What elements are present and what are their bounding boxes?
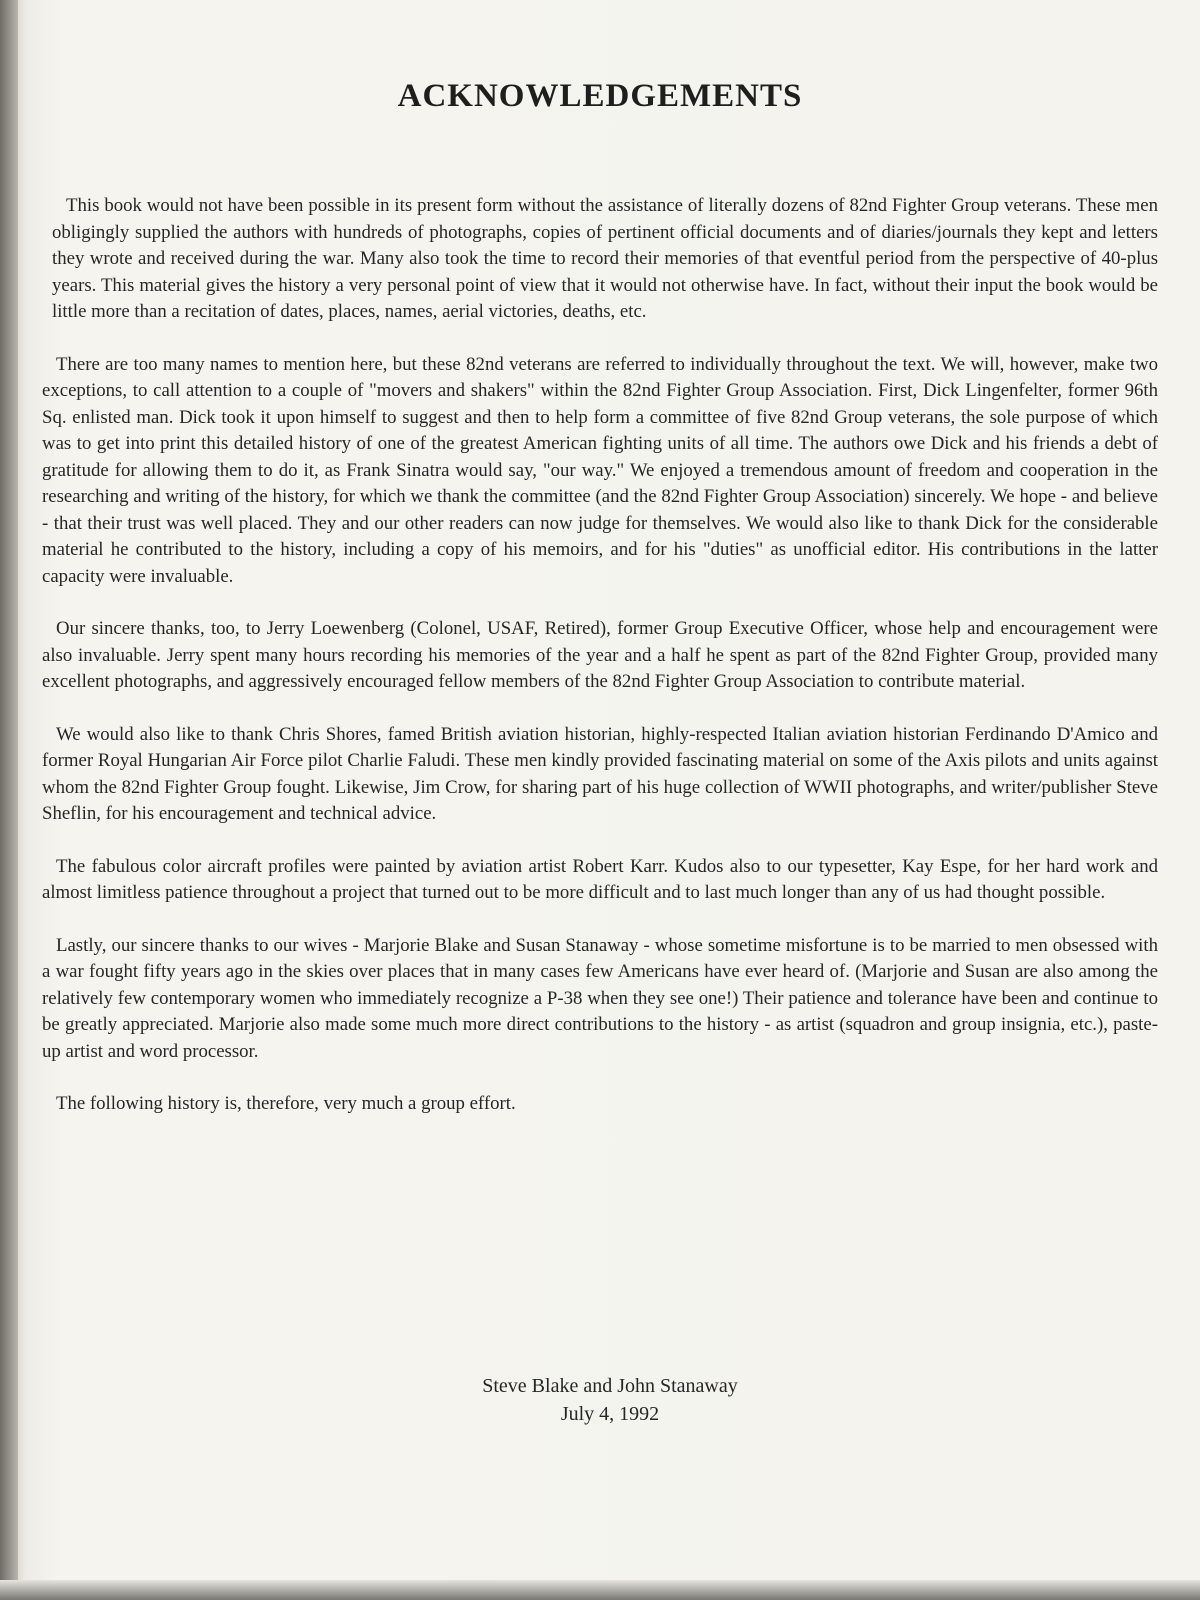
paragraph-profiles-typesetter: The fabulous color aircraft profiles were painted by aviation artist Robert Karr. Kudos also to our typesetter, Kay Espe, for her hard work and almost limitless patience throughout a project that turned out to be more difficult and to last much longer than any of us had thought possible. xyxy=(42,855,1158,903)
paragraph-loewenberg: Our sincere thanks, too, to Jerry Loewenberg (Colonel, USAF, Retired), former Group Executive Officer, whose help and encouragement were also invaluable. Jerry spent many hours recording his memories of the year and a half he spent as part of the 82nd Fighter Group, provided many excellent photographs, and aggressively encouraged fellow members of the 82nd Fighter Group Association to contribute material. xyxy=(42,618,1158,692)
paragraph-historians: We would also like to thank Chris Shores, famed British aviation historian, highly-respected Italian aviation historian Ferdinando D'Amico and former Royal Hungarian Air Force pilot Charlie Faludi. These men kindly provided fascinating material on some of the Axis pilots and units against whom the 82nd Fighter Group fought. Likewise, Jim Crow, for sharing part of his huge collection of WWII photographs, and writer/publisher Steve Sheflin, for his encouragement and technical advice. xyxy=(42,723,1158,824)
signature-date: July 4, 1992 xyxy=(560,1403,660,1425)
page-bottom-edge xyxy=(0,1580,1200,1600)
acknowledgements-body xyxy=(42,193,1158,1144)
page-title: ACKNOWLEDGEMENTS xyxy=(397,78,803,114)
paragraph-wives: Lastly, our sincere thanks to our wives - Marjorie Blake and Susan Stanaway - whose sometime misfortune is to be married to men obsessed with a war fought fifty years ago in the skies over places that in many cases few Americans have ever heard of. (Marjorie and Susan are also among the relatively few contemporary women who immediately recognize a P-38 when they see one!) Their patience and tolerance have been and continue to be greatly appreciated. Marjorie also made some much more direct contributions to the history - as artist (squadron and group insignia, etc.), paste-up artist and word processor. xyxy=(42,934,1158,1062)
signature-authors: Steve Blake and John Stanaway xyxy=(482,1375,738,1397)
paragraph-veterans: This book would not have been possible in its present form without the assistance of literally dozens of 82nd Fighter Group veterans. These men obligingly supplied the authors with hundreds of photographs, copies of pertinent official documents and of diaries/journals they kept and letters they wrote and received during the war. Many also took the time to record their memories of that eventful period from the perspective of 40-plus years. This material gives the history a very personal point of view that it would not otherwise have. In fact, without their input the book would be little more than a recitation of dates, places, names, aerial victories, deaths, etc. xyxy=(52,195,1158,322)
paragraph-movers-and-shakers: There are too many names to mention here, but these 82nd veterans are referred to individually throughout the text. We will, however, make two exceptions, to call attention to a couple of "movers and shakers" within the 82nd Fighter Group Association. First, Dick Lingenfelter, former 96th Sq. enlisted man. Dick took it upon himself to suggest and then to help form a committee of five 82nd Group veterans, the sole purpose of which was to get into print this detailed history of one of the greatest American fighting units of all time. The authors owe Dick and his friends a debt of gratitude for allowing them to do it, as Frank Sinatra would say, "our way." We enjoyed a tremendous amount of freedom and cooperation in the researching and writing of the history, for which we thank the committee (and the 82nd Fighter Group Association) sincerely. We hope - and believe - that their trust was well placed. They and our other readers can now judge for themselves. We would also like to thank Dick for the considerable material he contributed to the history, including a copy of his memoirs, and for his "duties" as unofficial editor. His contributions in the latter capacity were invaluable. xyxy=(42,353,1158,587)
book-spine-shadow xyxy=(0,0,18,1600)
signature-block xyxy=(330,1372,890,1428)
paragraph-group-effort: The following history is, therefore, very much a group effort. xyxy=(56,1093,516,1114)
